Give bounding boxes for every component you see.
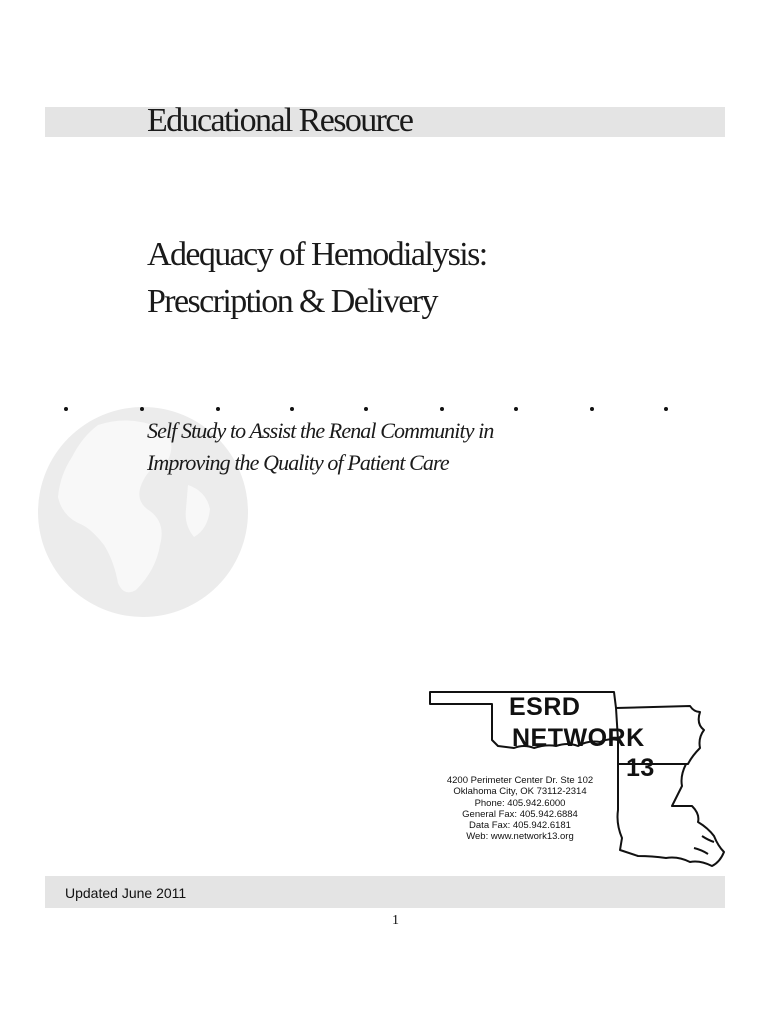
separator-dot [664, 407, 668, 411]
document-subtitle-line-1: Self Study to Assist the Renal Community in [147, 418, 494, 443]
address-general-fax: General Fax: 405.942.6884 [462, 808, 578, 820]
address-phone: Phone: 405.942.6000 [474, 797, 566, 809]
address-street: 4200 Perimeter Center Dr. Ste 102 [446, 775, 594, 786]
separator-dot [590, 407, 594, 411]
document-title-line-1: Adequacy of Hemodialysis: [147, 236, 487, 273]
address-city: Oklahoma City, OK 73112-2314 [453, 786, 587, 798]
document-title-line-2: Prescription & Delivery [147, 283, 437, 320]
address-web: Web: www.network13.org [466, 831, 574, 843]
document-subtitle-line-2: Improving the Quality of Patient Care [147, 450, 449, 475]
logo-network-text: NETWORK [512, 724, 645, 752]
separator-dot [440, 407, 444, 411]
address-data-fax: Data Fax: 405.942.6181 [469, 820, 571, 832]
header-title: Educational Resource [147, 102, 413, 139]
updated-date: Updated June 2011 [65, 885, 187, 901]
separator-dot [216, 407, 220, 411]
separator-dot [64, 407, 68, 411]
contact-address-block [416, 775, 624, 843]
separator-dot [290, 407, 294, 411]
logo-esrd-text: ESRD [509, 693, 581, 721]
separator-dot [364, 407, 368, 411]
logo-number-text: 13 [626, 754, 655, 782]
separator-dot [514, 407, 518, 411]
separator-dot [140, 407, 144, 411]
page-number: 1 [392, 913, 399, 928]
